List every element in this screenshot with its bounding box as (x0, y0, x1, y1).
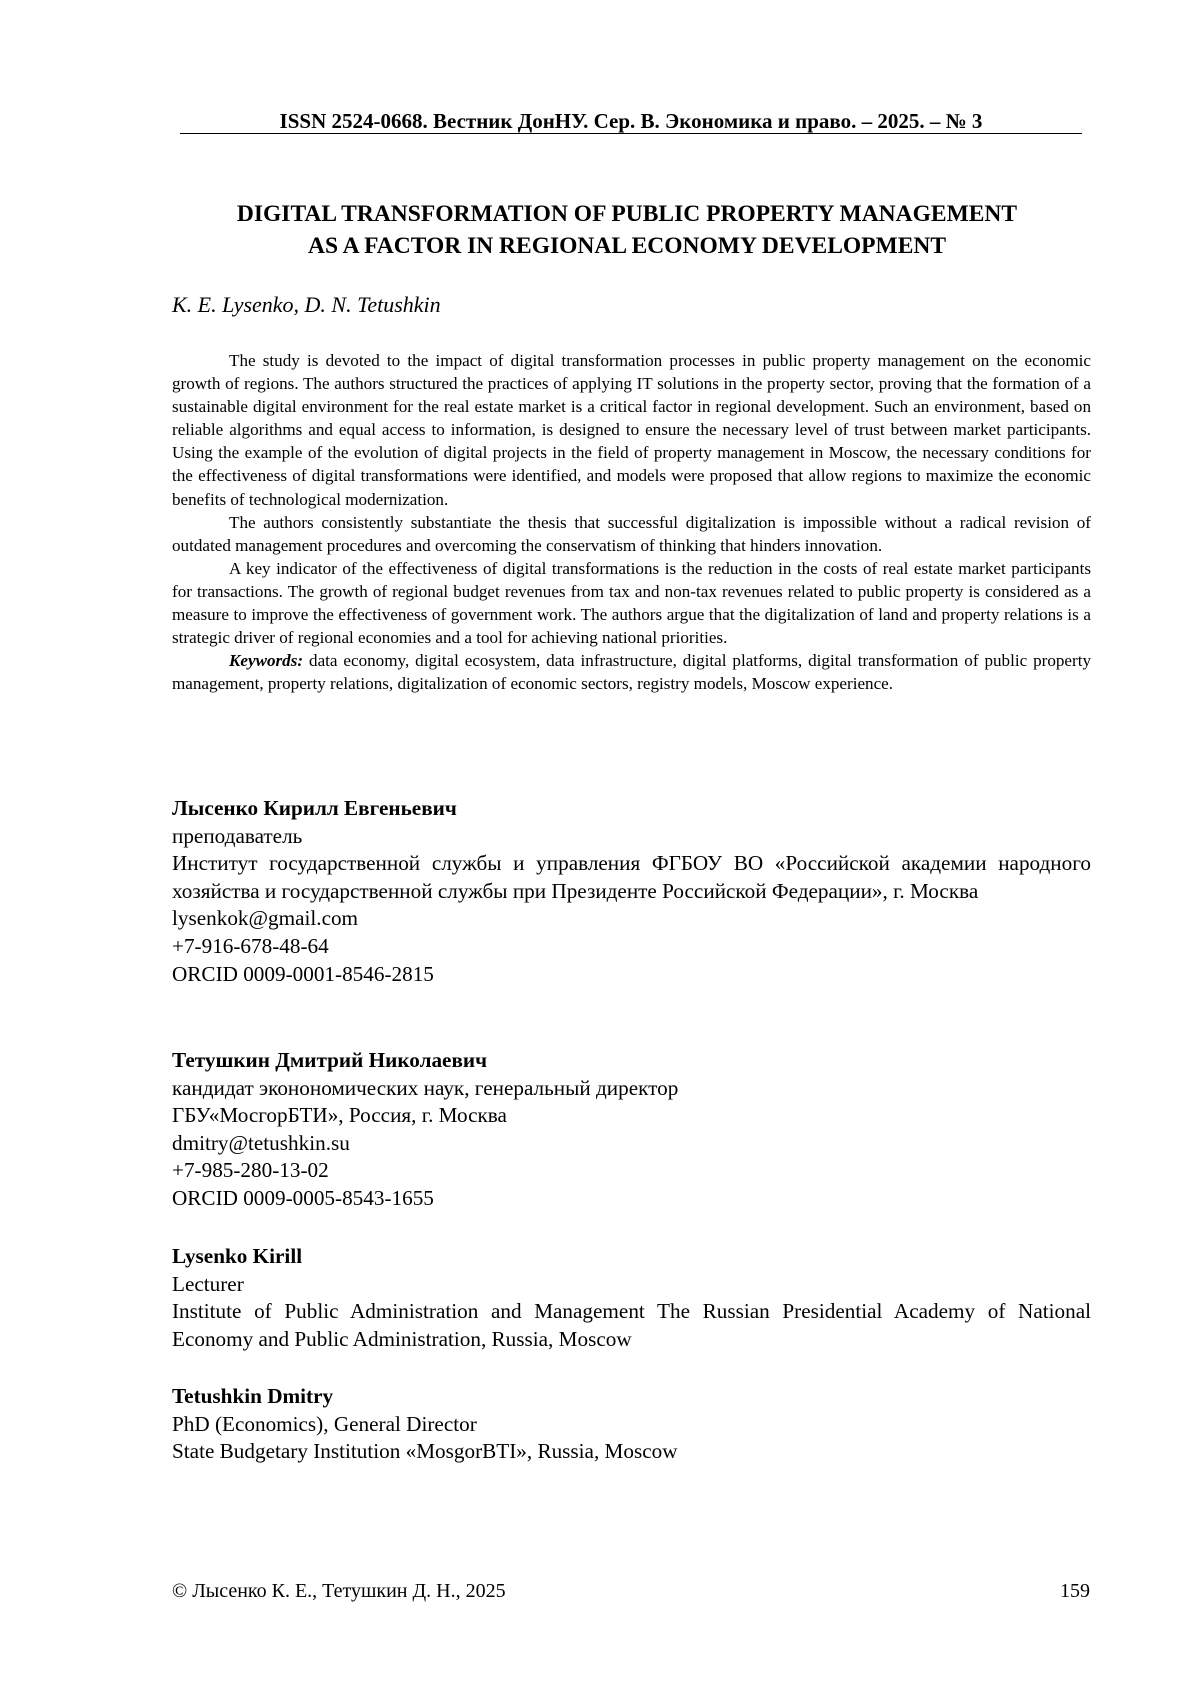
author-info-ru (172, 795, 1091, 988)
keywords-text: data economy, digital ecosystem, data infrastructure, digital platforms, digital transformation of public property management, property relations, digitalization of economic sectors, registry models, Moscow experience. (172, 651, 1091, 694)
author-name: Тетушкин Дмитрий Николаевич (172, 1048, 488, 1072)
copyright-notice: © Лысенко К. Е., Тетушкин Д. Н., 2025 (172, 1580, 506, 1602)
author-orcid: ORCID 0009-0001-8546-2815 (172, 961, 434, 986)
page-number: 159 (1060, 1580, 1090, 1602)
abstract-paragraph: A key indicator of the effectiveness of digital transformations is the reduction in the costs of real estate market participants for transactions. The growth of regional budget revenues from tax and non-tax revenues related to public property is considered as a measure to improve the effectiveness of government work. The authors argue that the digitalization of land and property relations is a strategic driver of regional economies and a tool for achieving national priorities. (172, 558, 1091, 648)
author-affiliation: ГБУ«МосгорБТИ», Россия, г. Москва (172, 1103, 507, 1128)
author-email[interactable]: dmitry@tetushkin.su (172, 1130, 350, 1155)
article-authors: K. E. Lysenko, D. N. Tetushkin (172, 292, 441, 317)
keywords (172, 649, 1091, 695)
abstract (172, 349, 1091, 695)
abstract-paragraph: The authors consistently substantiate the thesis that successful digitalization is impossible without a radical revision of outdated management procedures and overcoming the conservatism of thinking that hinders innovation. (172, 512, 1091, 555)
title-line-1: DIGITAL TRANSFORMATION OF PUBLIC PROPERTY MANAGEMENT (236, 201, 1018, 227)
author-affiliation: State Budgetary Institution «MosgorBTI», Russia, Moscow (172, 1439, 678, 1464)
author-name: Tetushkin Dmitry (172, 1384, 334, 1408)
author-info-en (172, 1243, 1091, 1353)
header-rule (180, 133, 1082, 134)
author-position: кандидат эконономических наук, генеральный директор (172, 1075, 679, 1100)
author-phone: +7-916-678-48-64 (172, 933, 329, 958)
author-affiliation: Institute of Public Administration and Management The Russian Presidential Academy of National Economy and Public Administration, Russia, Moscow (172, 1299, 1091, 1351)
author-position: Lecturer (172, 1271, 244, 1296)
author-info-ru (172, 1047, 1091, 1213)
article-title (172, 198, 1082, 262)
author-position: преподаватель (172, 823, 303, 848)
author-orcid: ORCID 0009-0005-8543-1655 (172, 1185, 434, 1210)
abstract-paragraph: The study is devoted to the impact of digital transformation processes in public property management on the economic growth of regions. The authors structured the practices of applying IT solutions in the property sector, proving that the formation of a sustainable digital environment for the real estate market is a critical factor in regional development. Such an environment, based on reliable algorithms and equal access to information, is designed to ensure the necessary level of trust between market participants. Using the example of the evolution of digital projects in the field of property management in Moscow, the necessary conditions for the effectiveness of digital transformations were identified, and models were proposed that allow regions to maximize the economic benefits of technological modernization. (172, 351, 1091, 509)
author-email[interactable]: lysenkok@gmail.com (172, 906, 359, 931)
author-name: Лысенко Кирилл Евгеньевич (172, 796, 457, 820)
keywords-label: Keywords: (229, 651, 304, 671)
title-line-2: AS A FACTOR IN REGIONAL ECONOMY DEVELOPMENT (307, 233, 947, 259)
author-phone: +7-985-280-13-02 (172, 1158, 329, 1183)
author-affiliation: Институт государственной службы и управления ФГБОУ ВО «Российской академии народного хозяйства и государственной службы при Президенте Российской Федерации», г. Москва (172, 851, 1091, 903)
author-position: PhD (Economics), General Director (172, 1411, 477, 1436)
author-info-en (172, 1383, 1091, 1466)
running-header: ISSN 2524-0668. Вестник ДонНУ. Сер. В. Экономика и право. – 2025. – № 3 (279, 109, 983, 133)
author-name: Lysenko Kirill (172, 1244, 303, 1268)
